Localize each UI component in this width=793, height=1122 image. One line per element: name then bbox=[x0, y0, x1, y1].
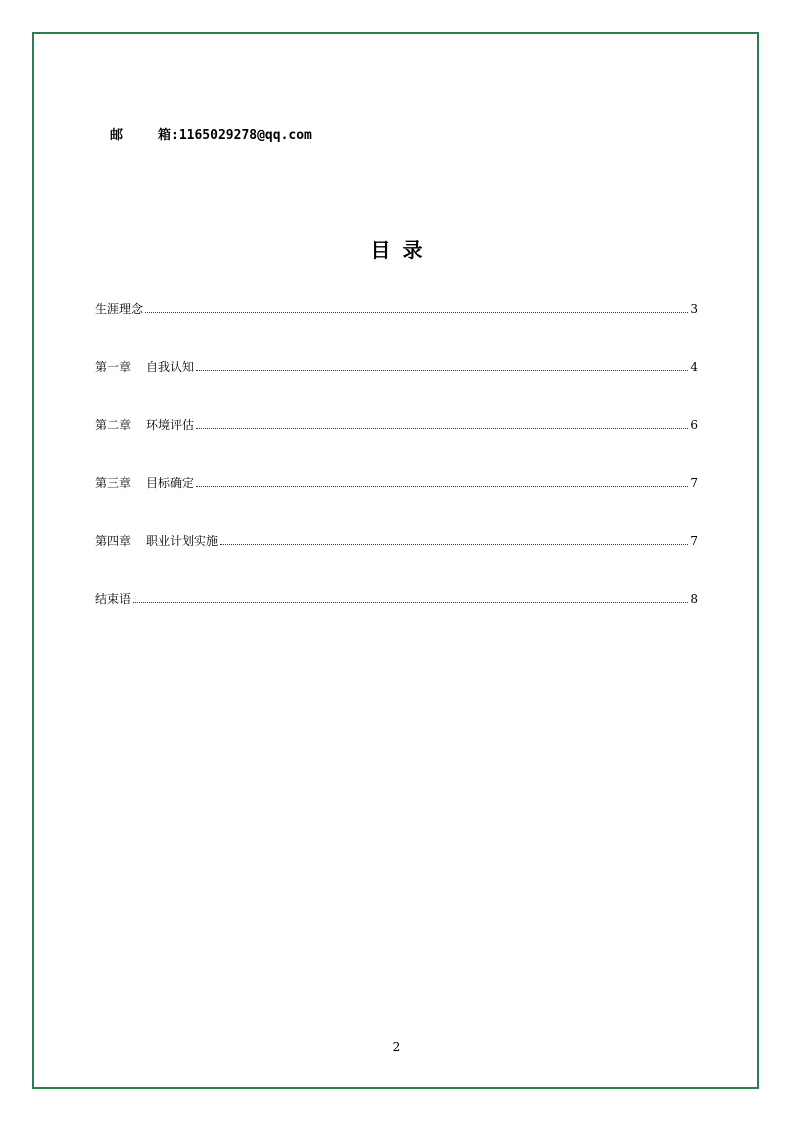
toc-entry-chapter: 第四章 bbox=[95, 534, 132, 548]
toc-leader bbox=[145, 311, 688, 313]
toc-leader bbox=[196, 485, 688, 487]
toc-entry-page: 7 bbox=[690, 476, 698, 490]
toc-title-part1: 目 bbox=[370, 238, 391, 262]
toc-entry-name: 生涯理念 bbox=[95, 302, 144, 316]
toc-entry-conclusion[interactable] bbox=[95, 590, 698, 648]
toc-leader bbox=[133, 601, 688, 603]
toc-entry-name: 职业计划实施 bbox=[146, 534, 219, 548]
toc-title bbox=[0, 234, 793, 263]
toc-entry-chapter-2[interactable] bbox=[95, 416, 698, 474]
toc-title-part2: 录 bbox=[402, 238, 423, 262]
toc-leader bbox=[196, 369, 688, 371]
toc-entry-philosophy[interactable] bbox=[95, 300, 698, 358]
toc-entry-chapter: 第二章 bbox=[95, 418, 132, 432]
toc-entry-page: 3 bbox=[690, 302, 698, 316]
toc-leader bbox=[220, 543, 688, 545]
email-line bbox=[110, 124, 312, 143]
toc-entry-page: 8 bbox=[690, 592, 698, 606]
email-value: 1165029278@qq.com bbox=[178, 128, 312, 143]
toc-entry-page: 4 bbox=[690, 360, 698, 374]
toc-entry-name: 目标确定 bbox=[146, 476, 195, 490]
toc-entry-chapter-4[interactable] bbox=[95, 532, 698, 590]
toc-entry-page: 7 bbox=[690, 534, 698, 548]
email-label-part2: 箱: bbox=[158, 128, 179, 143]
toc-list bbox=[95, 300, 698, 648]
toc-entry-chapter-1[interactable] bbox=[95, 358, 698, 416]
toc-entry-name: 自我认知 bbox=[146, 360, 195, 374]
toc-entry-chapter: 第一章 bbox=[95, 360, 132, 374]
toc-entry-chapter: 第三章 bbox=[95, 476, 132, 490]
page-number: 2 bbox=[392, 1040, 401, 1054]
toc-leader bbox=[196, 427, 688, 429]
toc-entry-name: 结束语 bbox=[95, 592, 132, 606]
toc-entry-chapter-3[interactable] bbox=[95, 474, 698, 532]
toc-entry-page: 6 bbox=[690, 418, 698, 432]
toc-entry-name: 环境评估 bbox=[146, 418, 195, 432]
email-label-part1: 邮 bbox=[110, 128, 124, 143]
